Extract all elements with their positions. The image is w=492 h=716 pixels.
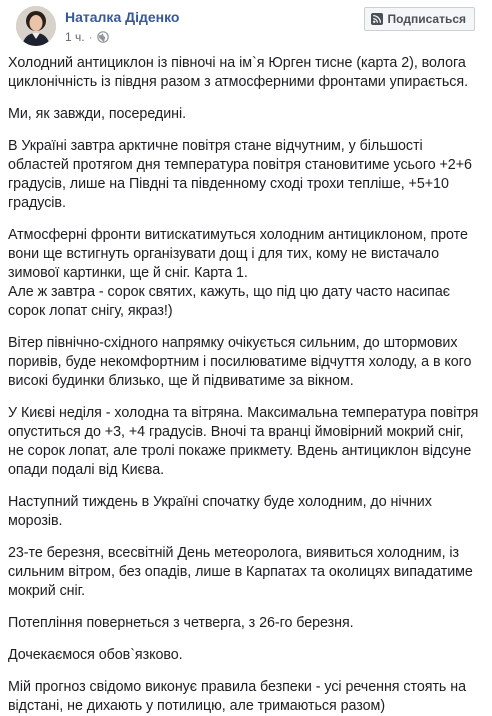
post-paragraph: 23-те березня, всесвітній День метеоролога, виявиться холодним, із сильним вітром, без опадів, лише в Карпатах та околицях випадатиме мокрий сніг.	[8, 545, 473, 599]
subscribe-label: Подписаться	[387, 12, 466, 26]
post-paragraph: Атмосферні фронти витискатимуться холодним антициклоном, проте вони ще встигнуть організувати дощ і для тих, кому не вистачало зимової картинки, ще й сніг. Карта 1.	[8, 227, 468, 281]
post-paragraph: Але ж завтра - сорок святих, кажуть, що під цю дату часто насипає сорок лопат снігу, якраз!)	[8, 284, 450, 319]
post-paragraph: Наступний тиждень в Україні спочатку буде холодним, до нічних морозів.	[8, 494, 432, 529]
post-paragraph: У Києві неділя - холодна та вітряна. Максимальна температура повітря опуститься до +3, +4 градусів. Вночі та вранці ймовірний мокрий сніг, не сорок лопат, але тролі покаже прикмету. Вдень антициклон відсуне опади подалі від Києва.	[8, 405, 479, 478]
rss-icon	[371, 13, 383, 25]
avatar-photo	[16, 6, 56, 46]
post-paragraph: Дочекаємося обов`язково.	[8, 647, 183, 663]
post-paragraph: Вітер північно-східного напрямку очікується сильним, до штормових поривів, буде некомфортним і посилюватиме відчуття холоду, а в кого високі будинки близько, ще й підвиватиме за вікном.	[8, 335, 472, 389]
post-paragraph: Мій прогноз свідомо виконує правила безпеки - усі речення стоять на відстані, не дихають у потилицю, але тримаються разом)	[8, 679, 467, 714]
post-paragraph: Ми, як завжди, посередині.	[8, 106, 187, 122]
author-name[interactable]: Наталка Діденко	[65, 9, 180, 25]
subscribe-button[interactable]	[364, 7, 475, 31]
post-paragraph: Потепління повернеться з четверга, з 26-го березня.	[8, 615, 354, 631]
post-paragraph: В Україні завтра арктичне повітря стане відчутним, у більшості областей протягом дня температура повітря становитиме усього +2+6 градусів, лише на Півдні та південному сході трохи тепліше, +5+10 градусів.	[8, 138, 472, 211]
globe-icon[interactable]	[97, 31, 109, 43]
author-avatar[interactable]	[16, 6, 56, 46]
post-paragraph: Холодний антициклон із півночі на ім`я Юрген тисне (карта 2), волога циклонічність із півдня разом з атмосферними фронтами упирається.	[8, 55, 468, 90]
post-timestamp[interactable]: 1 ч.	[65, 30, 85, 44]
meta-separator: ·	[88, 30, 93, 44]
post-header	[8, 0, 484, 54]
post-meta	[65, 30, 109, 44]
